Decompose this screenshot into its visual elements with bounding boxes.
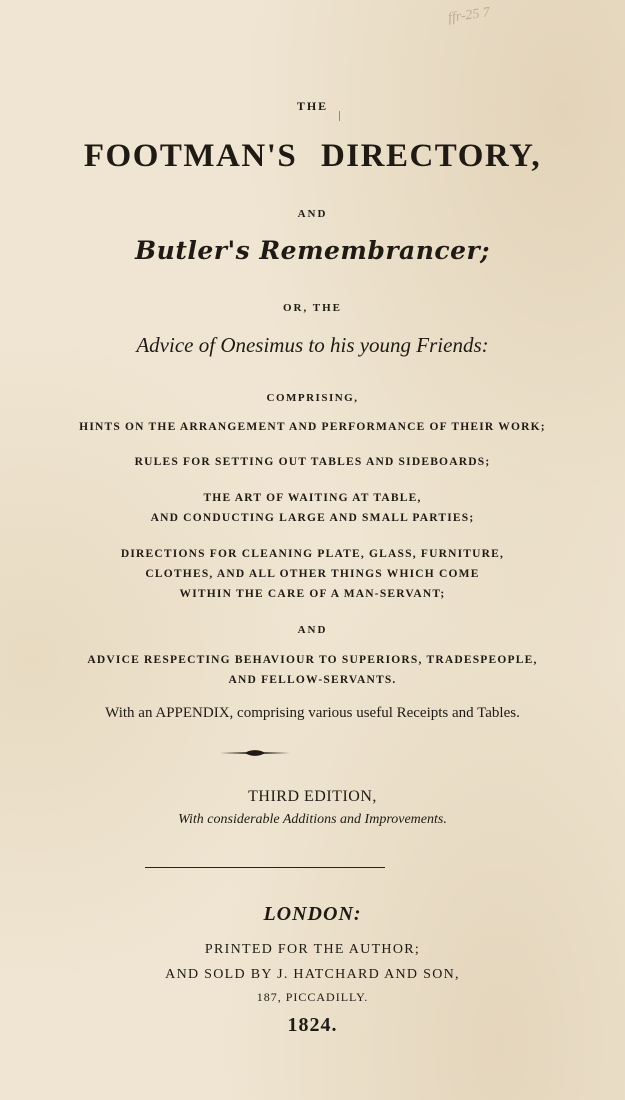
publication-year: 1824. (287, 1014, 338, 1036)
imprint-line-1: PRINTED FOR THE AUTHOR; (204, 942, 421, 957)
contents-line-6: CLOTHES, AND ALL OTHER THINGS WHICH COME (145, 568, 480, 580)
place-of-publication: LONDON: (263, 903, 362, 925)
the-label: THE (296, 99, 329, 113)
main-title: FOOTMAN'S DIRECTORY, (83, 138, 542, 174)
and-label-1: AND (297, 208, 328, 220)
contents-line-1: HINTS ON THE ARRANGEMENT AND PERFORMANCE OF THEIR WORK; (79, 421, 546, 433)
additions-line: With considerable Additions and Improvements. (178, 812, 447, 827)
contents-line-5: DIRECTIONS FOR CLEANING PLATE, GLASS, FURNITURE, (120, 548, 505, 560)
comprising-label: COMPRISING, (266, 392, 359, 404)
advice-respecting-line-1: ADVICE RESPECTING BEHAVIOUR TO SUPERIORS, TRADESPEOPLE, (87, 654, 538, 666)
edition-label: THIRD EDITION, (248, 788, 377, 805)
advice-respecting-line-2: AND FELLOW-SERVANTS. (228, 674, 397, 686)
subtitle-blackletter: Butler's Remembrancer; (135, 236, 490, 265)
imprint-line-3: 187, PICCADILLY. (256, 990, 369, 1004)
divider-rule (145, 867, 385, 868)
and-label-2: AND (297, 624, 328, 636)
or-the-label: OR, THE (282, 302, 343, 314)
ornamental-rule (220, 748, 290, 758)
contents-line-2: RULES FOR SETTING OUT TABLES AND SIDEBOARDS; (134, 456, 491, 468)
imprint-line-2: AND SOLD BY J. HATCHARD AND SON, (165, 967, 460, 982)
appendix-line: With an APPENDIX, comprising various useful Receipts and Tables. (105, 705, 520, 721)
contents-line-3: THE ART OF WAITING AT TABLE, (203, 492, 422, 504)
pencil-annotation: ffr-25 7 (447, 5, 491, 26)
advice-title: Advice of Onesimus to his young Friends: (136, 333, 489, 357)
contents-line-7: WITHIN THE CARE OF A MAN-SERVANT; (179, 588, 446, 600)
contents-line-4: AND CONDUCTING LARGE AND SMALL PARTIES; (150, 512, 475, 524)
